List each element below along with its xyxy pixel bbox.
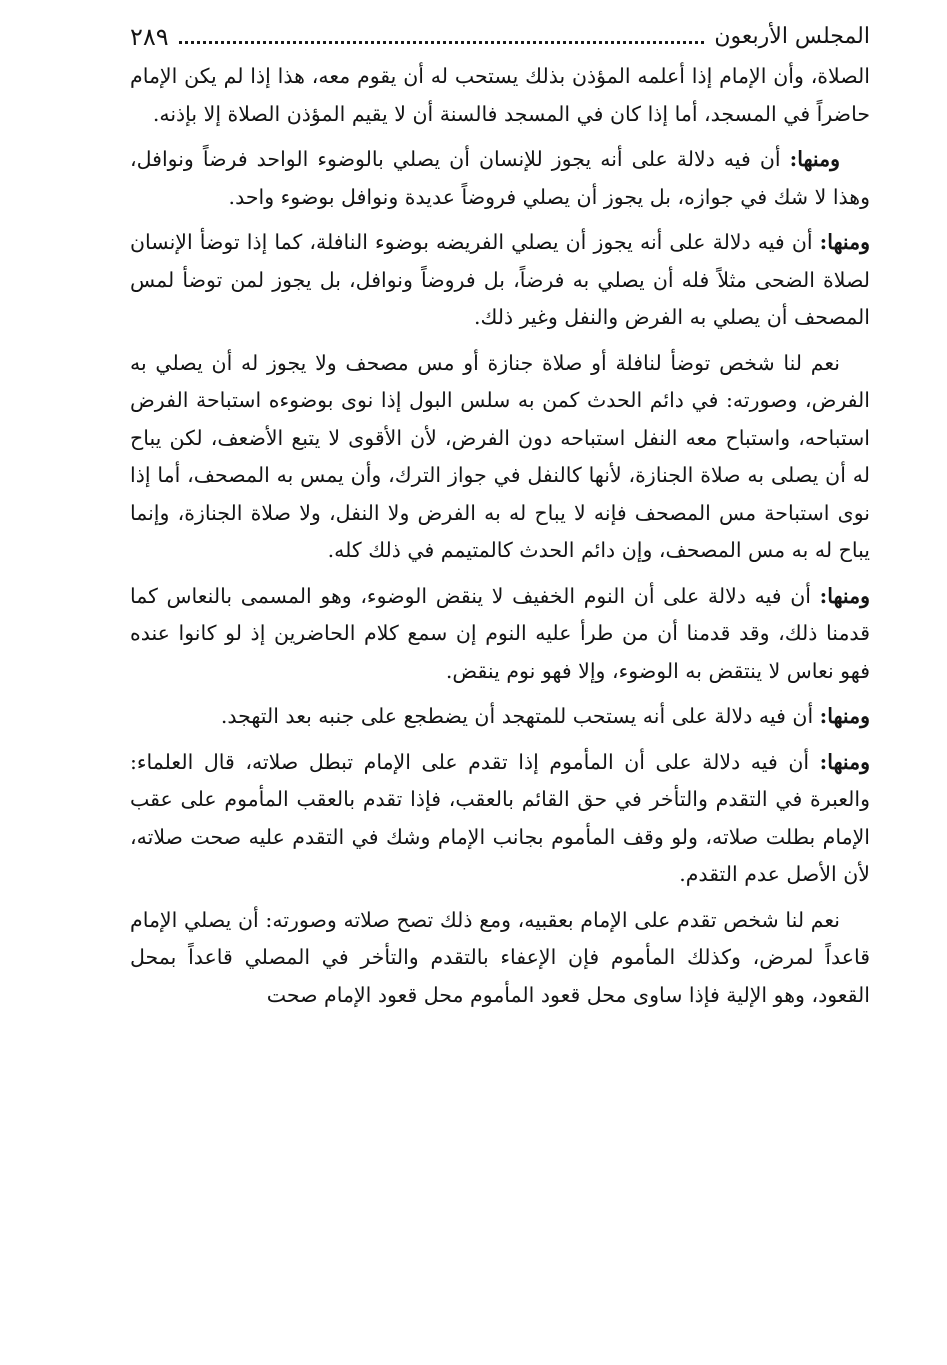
chapter-title: المجلس الأربعون xyxy=(714,24,870,49)
paragraph-benefit xyxy=(130,744,870,894)
paragraph-text: نعم لنا شخص تقدم على الإمام بعقبيه، ومع ذلك تصح صلاته وصورته: أن يصلي الإمام قاعداً لمرض، وكذلك المأموم فإن الإعفاء بالتقدم والتأخر في المصلي قاعداً بمحل القعود، وهو الإلية فإذا ساوى محل قعود المأموم محل قعود الإمام صحت xyxy=(130,907,870,1007)
dotted-leader xyxy=(179,41,705,44)
paragraph-benefit xyxy=(130,578,870,691)
paragraph-text: أن فيه دلالة على أنه يجوز أن يصلي الفريضه بوضوء النافلة، كما إذا توضأ الإنسان لصلاة الضحى مثلاً فله أن يصلي به فرضاً، بل فروضاً ونوافل، بل يجوز لمن توضأ لمس المصحف أن يصلي به الفرض والنفل وغير ذلك. xyxy=(130,230,870,329)
paragraph-benefit xyxy=(130,698,870,736)
paragraph-text: الصلاة، وأن الإمام إذا أعلمه المؤذن بذلك يستحب له أن يقوم معه، هذا إذا لم يكن الإمام حاضراً في المسجد، أما إذا كان في المسجد فالسنة أن لا يقيم المؤذن الصلاة إلا بإذنه. xyxy=(130,64,870,126)
paragraph-continuation xyxy=(130,58,870,133)
paragraph-lead: ومنها: xyxy=(819,230,870,254)
paragraph-text: أن فيه دلالة على أنه يستحب للمتهجد أن يضطجع على جنبه بعد التهجد. xyxy=(220,704,820,728)
paragraph-text: أن فيه دلالة على أن النوم الخفيف لا ينقض الوضوء، وهو المسمى بالنعاس كما قدمنا ذلك، وقد قدمنا أن من طرأ عليه النوم إن سمع كلام الحاضرين إذ لو كانوا عنده فهو نعاس لا ينتقض به الوضوء، وإلا فهو نوم ينقض. xyxy=(130,583,870,683)
paragraph-text: أن فيه دلالة على أن المأموم إذا تقدم على الإمام تبطل صلاته، قال العلماء: والعبرة في التقدم والتأخر في حق القائم بالعقب، فإذا تقدم بالعقب المأموم على عقب الإمام بطلت صلاته، ولو وقف المأموم بجانب الإمام وشك في التقدم عليه صحت صلاته، لأن الأصل عدم التقدم. xyxy=(130,749,870,886)
paragraph-lead: ومنها: xyxy=(819,583,870,608)
paragraph-exception xyxy=(130,902,870,1015)
paragraph-benefit xyxy=(130,141,870,216)
paragraph-exception xyxy=(130,345,870,570)
paragraph-lead: ومنها: xyxy=(819,749,870,774)
paragraph-benefit xyxy=(130,224,870,337)
paragraph-text: أن فيه دلالة على أنه يجوز للإنسان أن يصلي بالوضوء الواحد فرضاً ونوافل، وهذا لا شك في جوازه، بل يجوز أن يصلي فروضاً عديدة ونوافل بوضوء واحد. xyxy=(130,147,870,209)
paragraph-lead: ومنها: xyxy=(819,704,870,728)
page-number: ٢٨٩ xyxy=(130,23,169,51)
book-page xyxy=(130,14,870,1022)
running-header xyxy=(130,14,870,54)
paragraph-lead: ومنها: xyxy=(789,147,840,171)
paragraph-text: نعم لنا شخص توضأ لنافلة أو صلاة جنازة أو مس مصحف ولا يجوز له أن يصلي به الفرض، وصورته: في دائم الحدث كمن به سلس البول إذا نوى بوضوءه استباحة الفرض استباحه، واستباح معه النفل استباحه دون الفرض، لأن الأقوى لا يتبع الأضعف، لكن يباح له أن يصلى به صلاة الجنازة، لأنها كالنفل في جواز الترك، وأن يمس به المصحف، أما إذا نوى استباحة مس المصحف فإنه لا يباح له به الفرض ولا النفل، ولا صلاة الجنازة، وإنما يباح له به مس المصحف، وإن دائم الحدث كالمتيمم في ذلك كله. xyxy=(130,350,870,562)
